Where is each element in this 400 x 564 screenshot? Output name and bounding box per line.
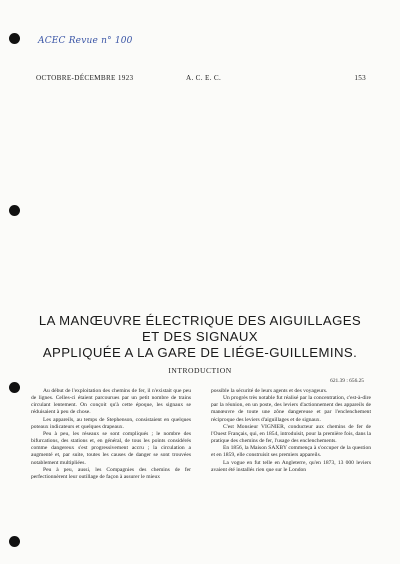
paragraph: possible la sécurité de leurs agents et des voyageurs. bbox=[211, 388, 328, 394]
page-number: 153 bbox=[354, 74, 366, 82]
paragraph: C'est Monsieur VIGNIER, conducteur aux chemins de fer de l'Ouest Français, qui, en 1854, introduisit, pour la première fois, dans la pratique des chemins de fer, l'usage des enclenchements. bbox=[211, 423, 371, 445]
article-title-line-2: ET DES SIGNAUX bbox=[141, 329, 258, 344]
article-title-line-3: APPLIQUÉE A LA GARE DE LIÉGE-GUILLEMINS. bbox=[42, 345, 358, 360]
paragraph: La vogue en fut telle en Angleterre, qu'en 1873, 13 000 leviers avaient été installés rien que sur le London bbox=[211, 459, 371, 473]
running-header-date: OCTOBRE-DÉCEMBRE 1923 bbox=[36, 74, 134, 82]
text-column-right bbox=[211, 388, 371, 474]
paragraph: En 1856, la Maison SAXBY commença à s'occuper de la question et en 1859, elle construisit ses premiers appareils. bbox=[211, 445, 371, 459]
paragraph: Un progrès très notable fut réalisé par la concentration, c'est-à-dire par la réunion, en un poste, des leviers d'actionnement des appareils de manœuvre de toute une zône dangereuse et par l'enclenchement réciproque des leviers d'aiguillages et de signaux. bbox=[211, 395, 371, 423]
text-column-left bbox=[31, 388, 191, 481]
paragraph: Peu à peu, aussi, les Compagnies des chemins de fer perfectionnèrent leur outillage de façon à assurer le mieux bbox=[31, 466, 191, 480]
section-heading: INTRODUCTION bbox=[168, 366, 232, 375]
punch-hole-bottom bbox=[9, 536, 20, 547]
paragraph: Au début de l'exploitation des chemins de fer, il n'existait que peu de lignes. Celles-ci étaient parcourues par un petit nombre de trains circulant lentement. On conçoit qu'à cette époque, les signaux se réduisaient à peu de chose. bbox=[31, 388, 191, 416]
paragraph: Peu à peu, les réseaux se sont compliqués ; le nombre des bifurcations, des stations et, en général, de tous les points considérés comme dangereux s'est progressivement accru ; la circulation a augmenté et, par suite, toutes les causes de danger se sont trouvées notablement multipliées. bbox=[31, 430, 191, 466]
punch-hole-lower-middle bbox=[9, 382, 20, 393]
article-title-line-1: LA MANŒUVRE ÉLECTRIQUE DES AIGUILLAGES bbox=[38, 313, 362, 328]
paragraph: Les appareils, au temps de Stephenson, consistaient en quelques poteaux indicateurs et quelques drapeaux. bbox=[31, 416, 191, 430]
running-header-journal: A. C. E. C. bbox=[186, 74, 222, 82]
handwritten-annotation: ACEC Revue n° 100 bbox=[38, 36, 133, 46]
classification-code: 621.39 : 656.25 bbox=[330, 378, 364, 384]
punch-hole-upper-middle bbox=[9, 205, 20, 216]
punch-hole-top bbox=[9, 33, 20, 44]
